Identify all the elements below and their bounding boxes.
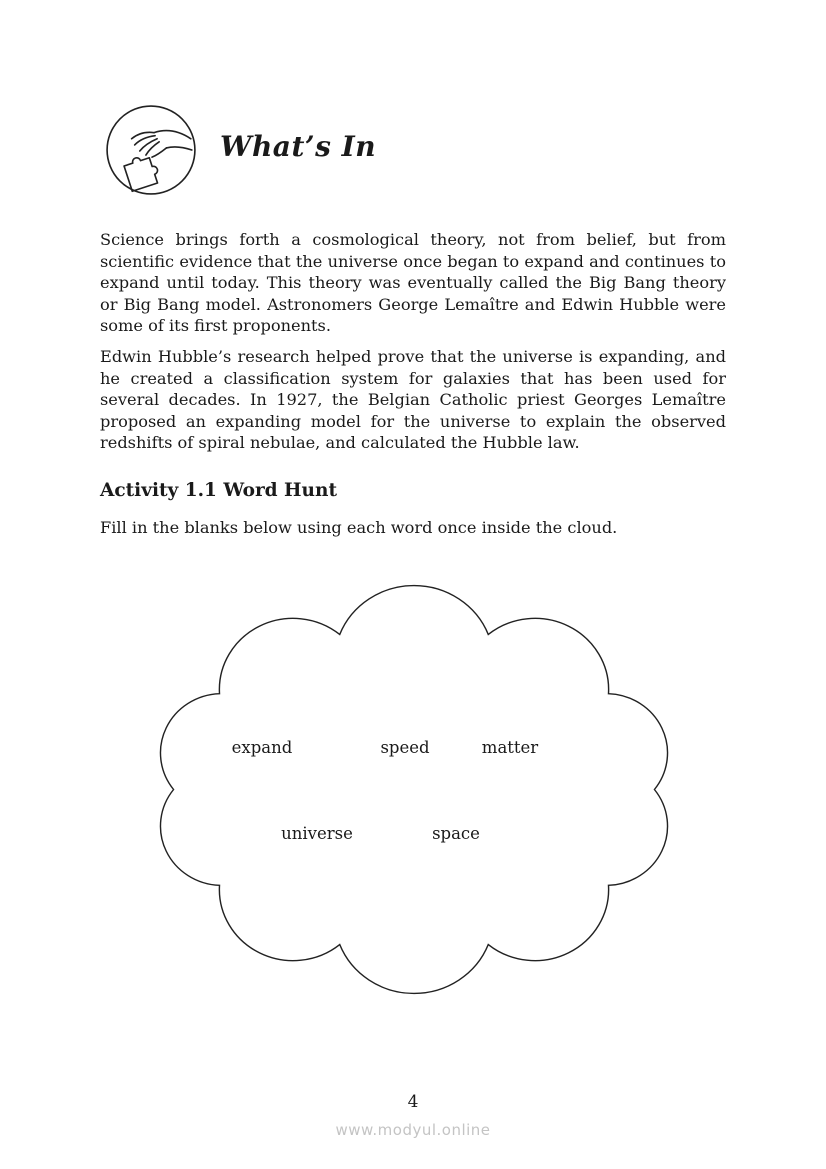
page-number: 4 [407, 1092, 419, 1112]
cloud-word-universe: universe [281, 824, 353, 843]
section-title: What’s In [220, 130, 377, 163]
cloud-word-expand: expand [231, 738, 293, 757]
cloud-word-speed: speed [380, 738, 430, 757]
watermark: www.modyul.online [335, 1121, 491, 1139]
intro-paragraph-2: Edwin Hubble’s research helped prove that the universe is expanding, and he created a classification system for galaxies that has been used for several decades. In 1927, the Belgian Catholic priest Georges Lemaître proposed an expanding model for the universe to explain the observed redshifts of spiral nebulae, and calculated the Hubble law. [100, 347, 726, 453]
cloud-outline [148, 582, 680, 997]
activity-title: Activity 1.1 Word Hunt [100, 480, 337, 501]
hand-puzzle-icon-svg [103, 102, 199, 198]
activity-instruction: Fill in the blanks below using each word once inside the cloud. [100, 518, 618, 537]
cloud-word-space: space [432, 824, 480, 843]
intro-paragraph-1: Science brings forth a cosmological theory, not from belief, but from scientific evidence that the universe once began to expand and continues to expand until today. This theory was eventually called the Big Bang theory or Big Bang model. Astronomers George Lemaître and Edwin Hubble were some of its first proponents. [100, 230, 726, 336]
hand-puzzle-icon [103, 102, 199, 198]
cloud-word-matter: matter [481, 738, 539, 757]
word-cloud [148, 582, 680, 997]
